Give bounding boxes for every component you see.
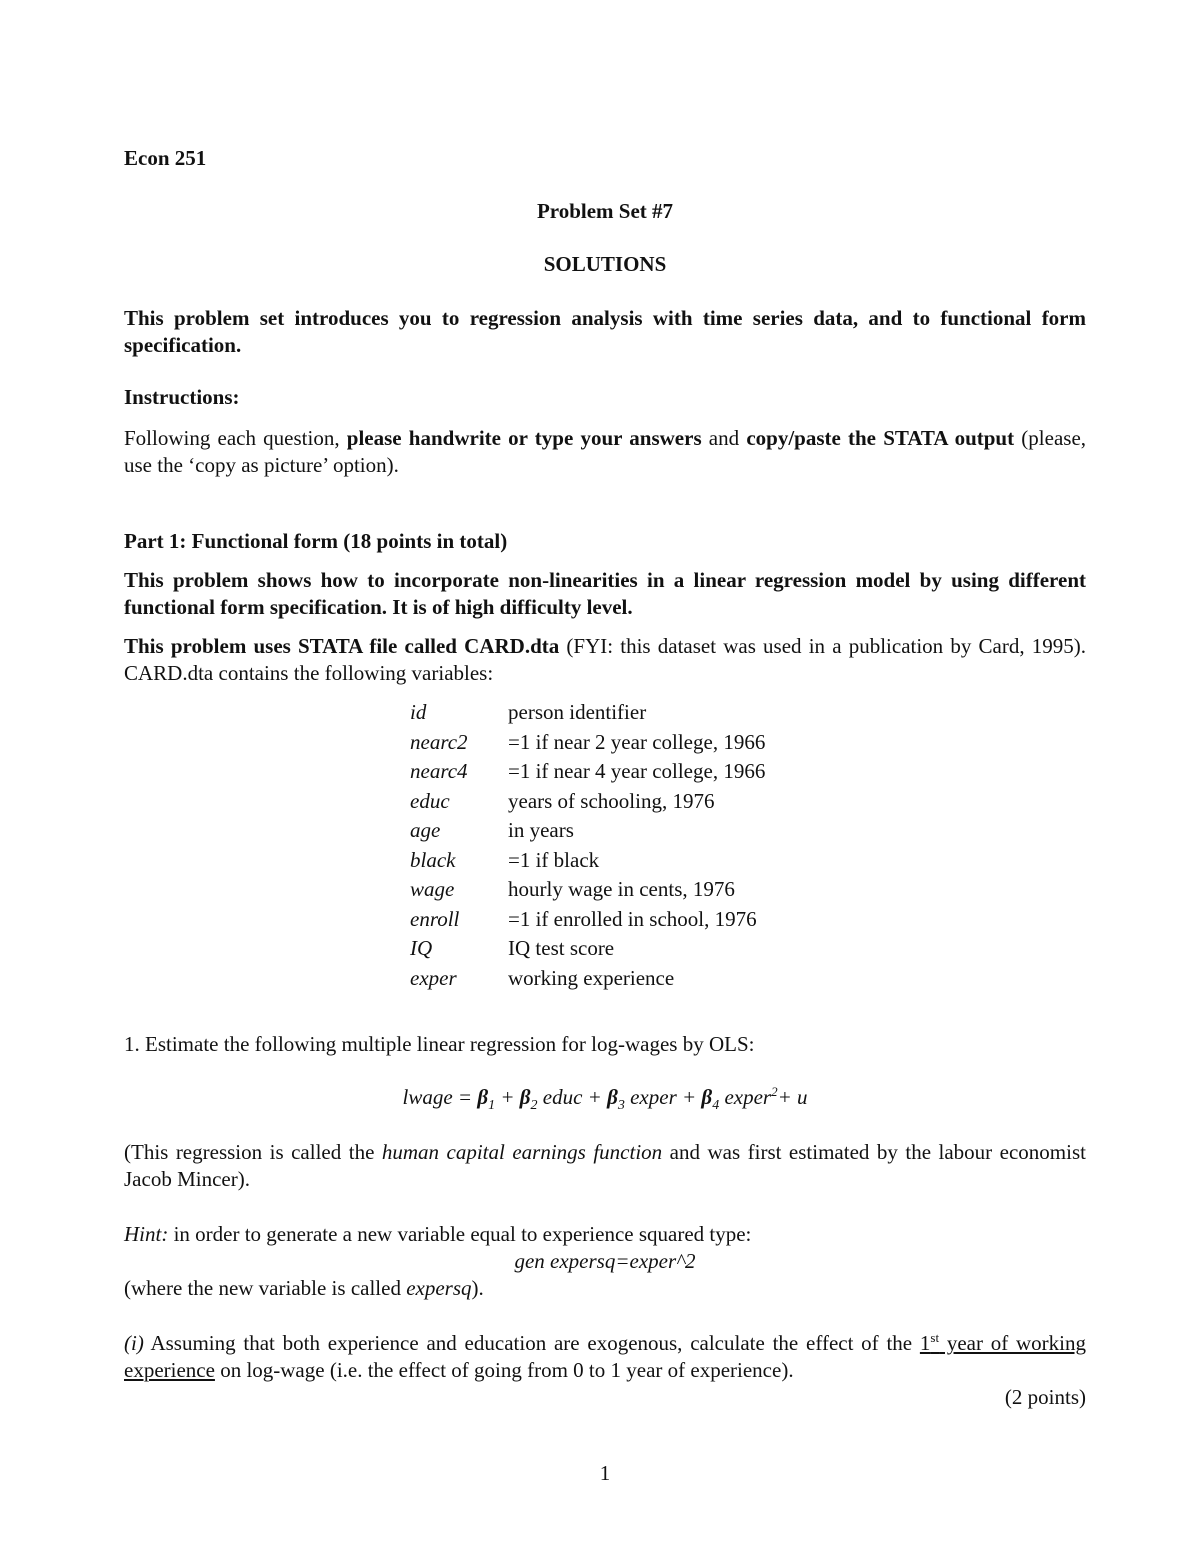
points-label: (2 points) — [1004, 1385, 1086, 1409]
variable-name: exper — [410, 965, 457, 990]
hint-line — [124, 1221, 1086, 1248]
instructions-text-3: (please, use the ‘copy as picture’ option). — [124, 426, 1087, 477]
document-subtitle: SOLUTIONS — [543, 252, 667, 276]
instructions-paragraph — [124, 425, 1086, 479]
intro-paragraph: This problem set introduces you to regression analysis with time series data, and to functional form specification. — [124, 306, 1086, 357]
variable-name: black — [410, 847, 456, 872]
mincer-note — [124, 1139, 1086, 1193]
subquestion-text-b: on log-wage (i.e. the effect of going from 0 to 1 year of experience). — [214, 1358, 794, 1382]
instructions-bold-1: please handwrite or type your answers — [346, 426, 702, 450]
variable-name: wage — [410, 877, 455, 902]
part1-file-paragraph — [124, 633, 1086, 687]
hint-after-text-b: ). — [471, 1276, 484, 1300]
eq-term-3: exper + — [624, 1085, 702, 1109]
hint-text: in order to generate a new variable equal to experience squared type: — [168, 1222, 752, 1246]
regression-equation — [124, 1084, 1086, 1114]
hint-label: Hint: — [124, 1222, 169, 1246]
document-page — [124, 0, 1086, 1553]
variable-row — [410, 905, 765, 935]
part1-heading: Part 1: Functional form (18 points in total) — [124, 529, 508, 553]
variable-description: =1 if near 4 year college, 1966 — [508, 759, 766, 784]
variable-row — [410, 698, 765, 728]
eq-beta-3: β — [607, 1085, 618, 1109]
hint-after-text-a: (where the new variable is called — [124, 1276, 407, 1300]
variable-name: enroll — [410, 906, 460, 931]
course-code: Econ 251 — [124, 146, 207, 170]
variable-name: educ — [410, 788, 450, 813]
subquestion-underline-2: year of working experience — [124, 1331, 1086, 1382]
document-title: Problem Set #7 — [536, 199, 674, 223]
instructions-bold-2: copy/paste the STATA output — [746, 426, 1015, 450]
eq-sub-3: 3 — [617, 1098, 625, 1114]
variable-description: IQ test score — [508, 936, 615, 961]
variable-row — [410, 816, 765, 846]
eq-term-4: exper — [719, 1085, 772, 1109]
variable-name: IQ — [410, 936, 433, 961]
eq-lhs: lwage — [402, 1085, 453, 1109]
variable-description: =1 if enrolled in school, 1976 — [508, 906, 757, 931]
variable-description: =1 if near 2 year college, 1966 — [508, 729, 766, 754]
instructions-text-1: Following each question, — [124, 426, 347, 450]
instructions-text-2: and — [701, 426, 747, 450]
eq-term-2: educ + — [537, 1085, 608, 1109]
subquestion-underline-1: 1 — [919, 1331, 931, 1355]
variable-description: =1 if black — [508, 847, 600, 872]
variable-row — [410, 846, 765, 876]
instructions-heading: Instructions: — [124, 385, 240, 409]
variable-description: in years — [508, 818, 574, 843]
eq-square: 2 — [771, 1084, 778, 1099]
hint-after — [124, 1275, 1086, 1302]
note-text-b: and was first estimated by the labour economist Jacob Mincer). — [124, 1140, 1086, 1191]
variable-name: nearc2 — [410, 729, 468, 754]
eq-sub-4: 4 — [712, 1098, 720, 1114]
eq-sub-1: 1 — [488, 1098, 496, 1114]
page-number: 1 — [599, 1461, 611, 1485]
variable-description: person identifier — [508, 700, 647, 725]
variable-name: nearc4 — [410, 759, 468, 784]
eq-beta-2: β — [519, 1085, 531, 1109]
variable-description: working experience — [508, 965, 675, 990]
variable-name: id — [410, 700, 427, 725]
eq-beta-1: β — [477, 1085, 489, 1109]
hint-after-italic: expersq — [406, 1276, 472, 1300]
eq-plus-1: + — [495, 1085, 520, 1109]
variable-description: years of schooling, 1976 — [508, 788, 715, 813]
part1-description: This problem shows how to incorporate non-linearities in a linear regression model by using different functional form specification. It is of high difficulty level. — [124, 568, 1086, 619]
variable-row — [410, 757, 765, 787]
question-1-text: 1. Estimate the following multiple linear regression for log-wages by OLS: — [124, 1032, 755, 1056]
subquestion-text-a: Assuming that both experience and education are exogenous, calculate the effect of the — [143, 1331, 920, 1355]
eq-term-5: + u — [777, 1085, 808, 1109]
part1-file-text: (FYI: this dataset was used in a publication by Card, 1995). CARD.dta contains the following variables: — [124, 634, 1087, 685]
variable-name: age — [410, 818, 441, 843]
eq-sub-2: 2 — [530, 1098, 538, 1114]
subquestion-i — [124, 1330, 1086, 1384]
hint-code: gen expersq=exper^2 — [514, 1249, 696, 1273]
variable-table — [410, 698, 765, 993]
eq-beta-4: β — [701, 1085, 713, 1109]
variable-row — [410, 964, 765, 994]
eq-equals: = — [452, 1085, 478, 1109]
part1-file-bold: This problem uses STATA file called CARD.dta — [124, 634, 560, 658]
note-italic: human capital earnings function — [381, 1140, 663, 1164]
subquestion-label: (i) — [124, 1331, 144, 1355]
subquestion-underline-sup: st — [930, 1330, 940, 1345]
variable-row — [410, 787, 765, 817]
note-text-a: (This regression is called the — [124, 1140, 382, 1164]
variable-description: hourly wage in cents, 1976 — [508, 877, 735, 902]
variable-row — [410, 934, 765, 964]
variable-row — [410, 875, 765, 905]
variable-row — [410, 728, 765, 758]
